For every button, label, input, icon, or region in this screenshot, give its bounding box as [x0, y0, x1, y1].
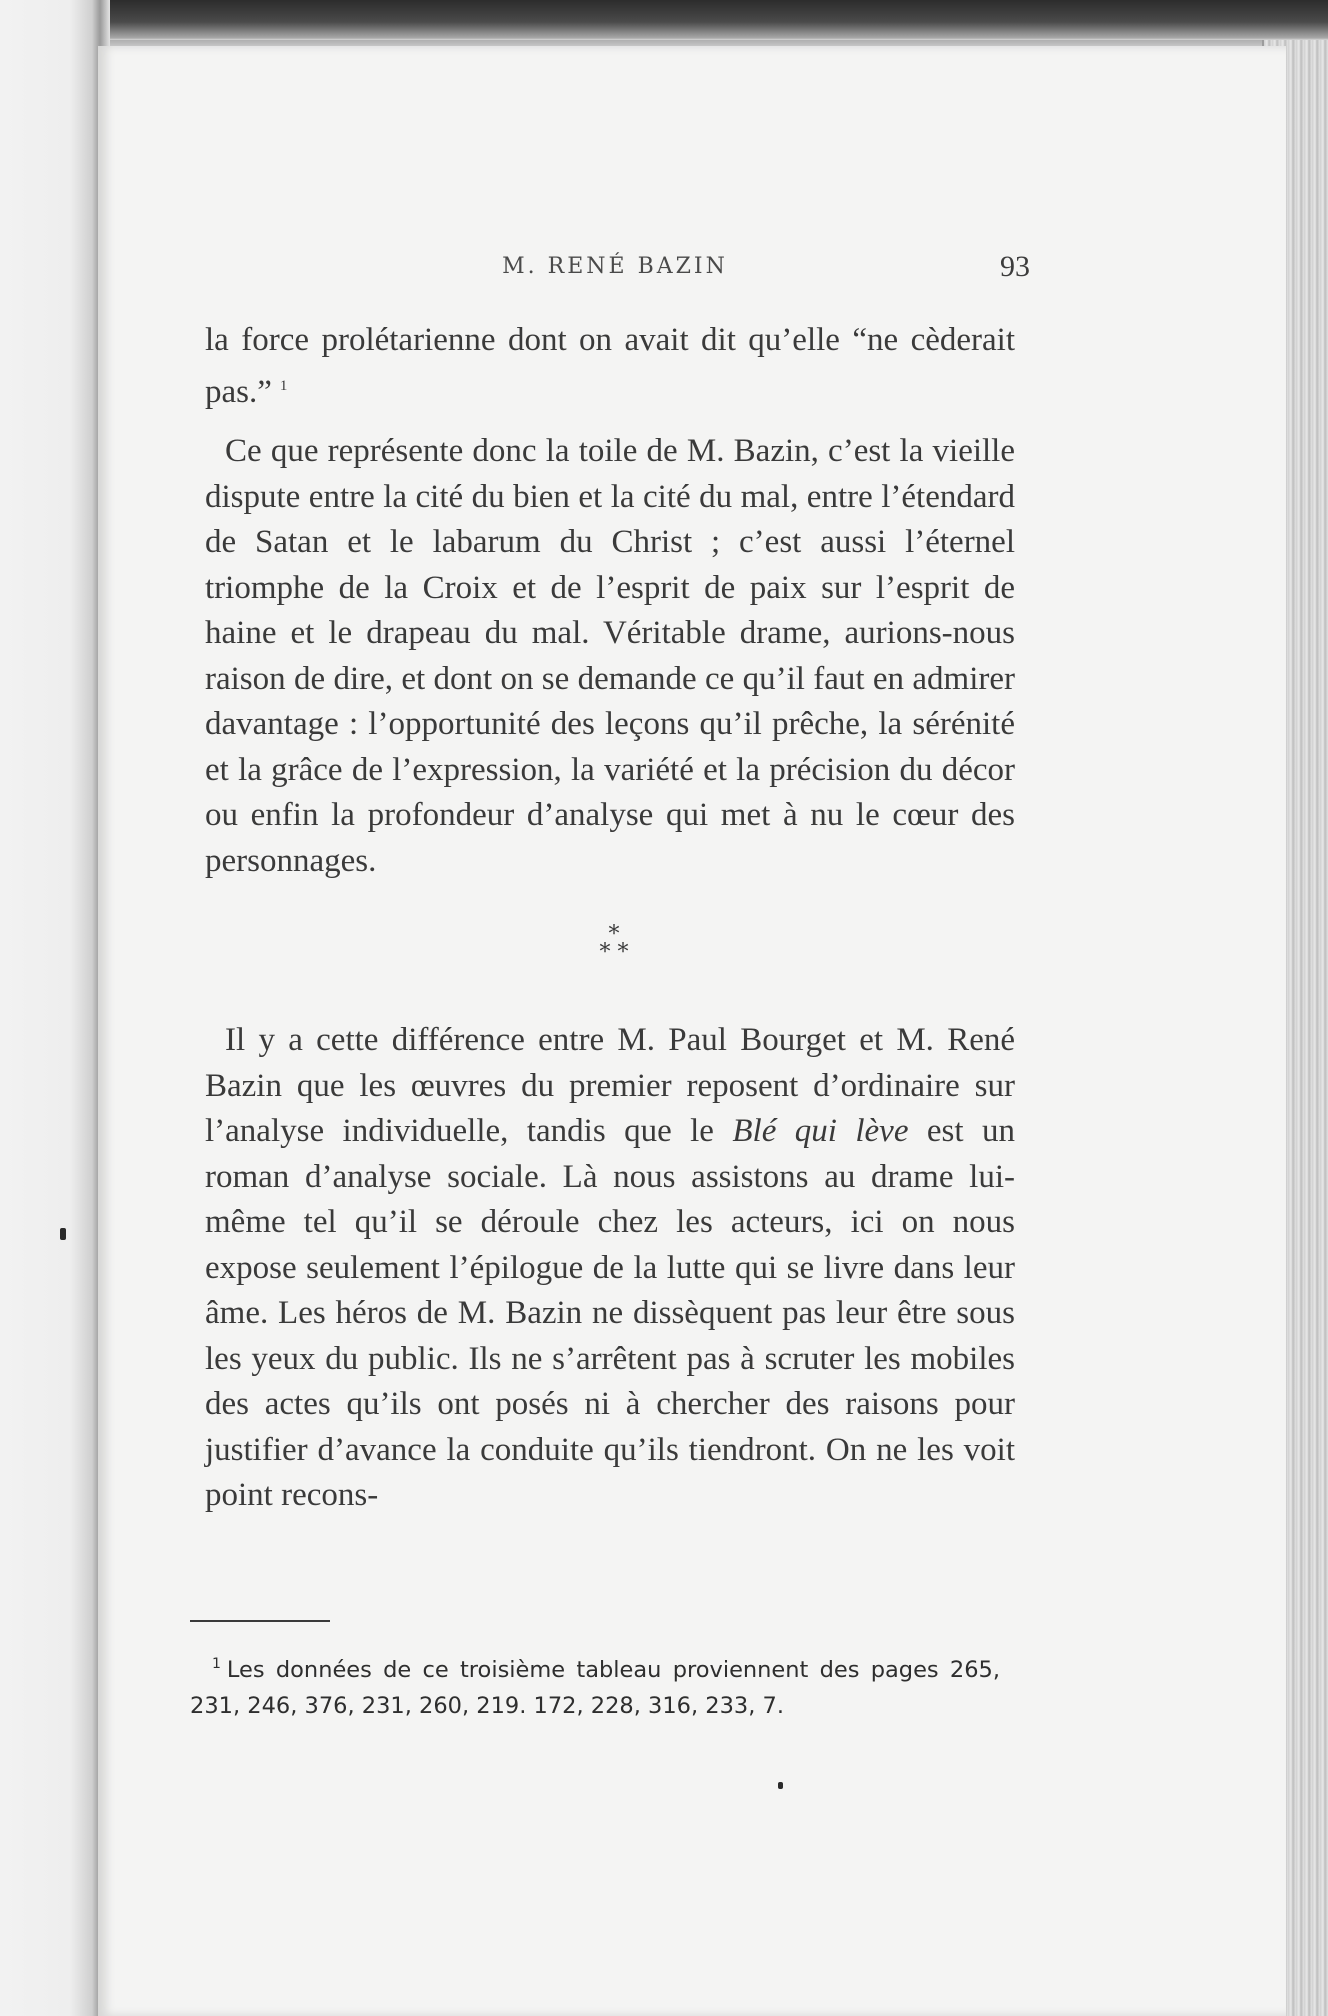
page-header	[210, 250, 1030, 290]
paragraph-1-text: la force prolétarienne dont on avait dit qu’elle “ne cèderait pas.”	[205, 322, 1015, 410]
footnote-rule	[190, 1620, 330, 1622]
facing-page-edge	[0, 0, 110, 2016]
asterism-top: *	[608, 922, 620, 947]
edge-speck	[60, 1228, 66, 1240]
scan-top-shadow	[0, 0, 1328, 40]
ink-speck	[778, 1782, 783, 1789]
book-title-italic: Blé qui lève	[732, 1113, 909, 1149]
body-text	[205, 318, 1015, 1519]
asterism-bottom: * *	[599, 940, 629, 965]
footnote-mark: 1	[212, 1656, 221, 1672]
footnote-text: Les données de ce troisième tableau proviennent des pages 265, 231, 246, 376, 231, 260, 219. 172, 228, 316, 233, 7.	[190, 1657, 1000, 1719]
footnote-reference: 1	[279, 377, 288, 394]
paragraph-2: Ce que représente donc la toile de M. Bazin, c’est la vieille dispute entre la cité du bien et la cité du mal, entre l’étendard de Satan et le labarum du Christ ; c’est aussi l’éternel triomphe de la Croix et de l’esprit de paix sur l’esprit de haine et le drapeau du mal. Véritable drame, aurions-nous raison de dire, et dont on se demande ce qu’il faut en admirer davantage : l’opportunité des leçons qu’il prêche, la sérénité et la grâce de l’expression, la variété et la précision du décor ou enfin la profondeur d’analyse qui met à nu le cœur des personnages.	[205, 433, 1015, 879]
footnote	[190, 1646, 1000, 1724]
running-head: M. RENÉ BAZIN	[502, 254, 728, 279]
paragraph-3-text-b: est un roman d’analyse sociale. Là nous assistons au drame lui-même tel qu’il se déroule chez les acteurs, ici on nous expose seulement l’épilogue de la lutte qui se livre dans leur âme. Les héros de M. Bazin ne dissèquent pas leur être sous les yeux du public. Ils ne s’arrêtent pas à scruter les mobiles des actes qu’ils ont posés ni à chercher des raisons pour justifier d’avance la conduite qu’ils tiendront. On ne les voit point recons-	[205, 1113, 1015, 1513]
paragraph-3	[205, 1018, 1015, 1519]
paragraph-1	[205, 318, 1015, 415]
page-number: 93	[1000, 250, 1030, 283]
section-break-asterism	[213, 922, 1015, 965]
paragraph-3-text-a: Il y a cette différence entre M. Paul Bourget et M. René Bazin que les œuvres du premier reposent d’ordinaire sur l’analyse individuelle, tandis que le	[205, 1022, 1015, 1149]
